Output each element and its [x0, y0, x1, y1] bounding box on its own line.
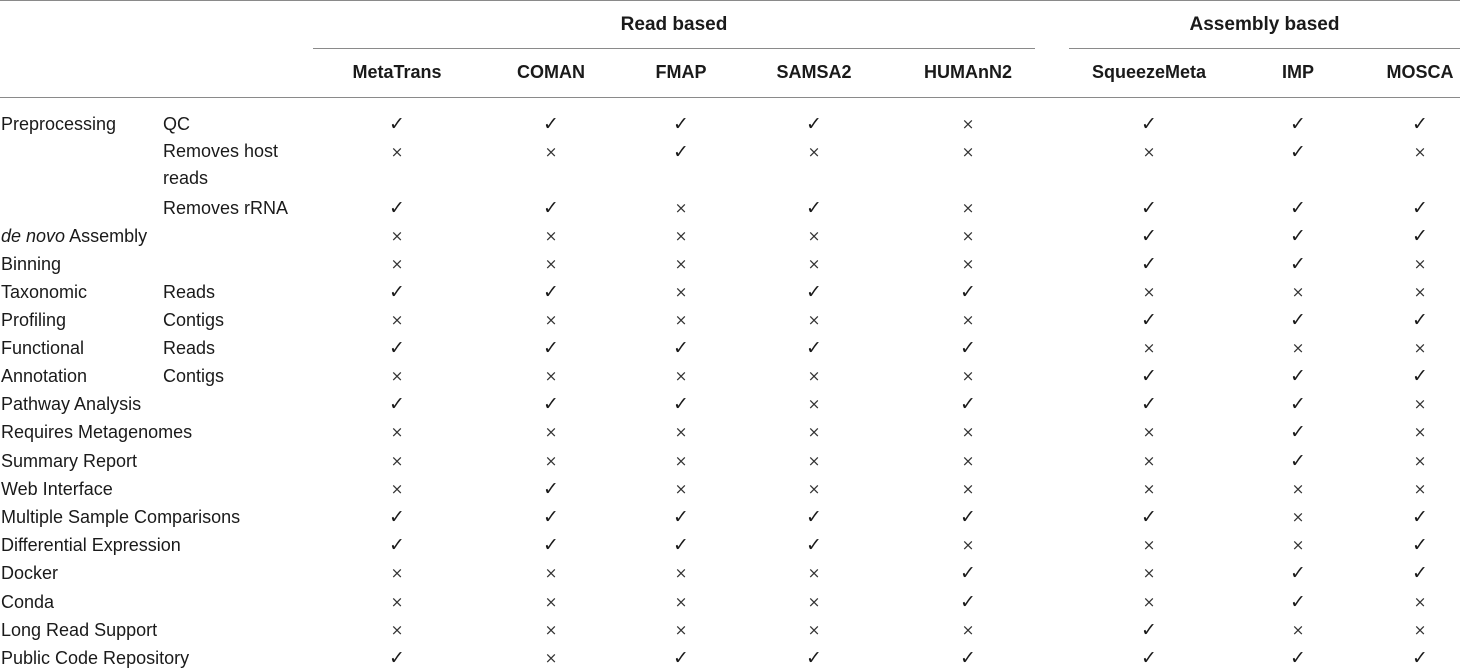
cross-icon: × [1413, 593, 1427, 611]
check-icon: ✓ [673, 506, 689, 528]
check-icon: ✓ [1290, 253, 1306, 275]
check-icon: ✓ [1290, 365, 1306, 387]
check-icon: ✓ [1141, 197, 1157, 219]
table-row [0, 559, 1460, 587]
cross-icon: × [1291, 339, 1305, 357]
check-icon: ✓ [1141, 225, 1157, 247]
row-label: Preprocessing [1, 114, 117, 134]
table-row [0, 362, 1460, 390]
table-row [0, 306, 1460, 334]
row-label: Web Interface [1, 479, 113, 499]
cross-icon: × [1413, 480, 1427, 498]
cross-icon: × [1142, 452, 1156, 470]
row-label: Differential Expression [1, 535, 181, 555]
cross-icon: × [674, 480, 688, 498]
check-icon: ✓ [1412, 534, 1428, 556]
cross-icon: × [807, 423, 821, 441]
cross-icon: × [544, 423, 558, 441]
row-label: Conda [1, 592, 55, 612]
check-icon: ✓ [389, 647, 405, 669]
cross-icon: × [1142, 536, 1156, 554]
cross-icon: × [961, 227, 975, 245]
cross-icon: × [674, 593, 688, 611]
cross-icon: × [1142, 339, 1156, 357]
cross-icon: × [390, 143, 404, 161]
row-label-rest: Assembly [65, 226, 148, 246]
cross-icon: × [390, 255, 404, 273]
check-icon: ✓ [1412, 197, 1428, 219]
check-icon: ✓ [1290, 562, 1306, 584]
cross-icon: × [544, 143, 558, 161]
check-icon: ✓ [389, 281, 405, 303]
table-row [0, 475, 1460, 503]
cross-icon: × [1413, 339, 1427, 357]
row-label: Annotation [1, 366, 88, 386]
cross-icon: × [544, 227, 558, 245]
row-sublabel: Reads [163, 282, 216, 302]
cross-icon: × [390, 480, 404, 498]
cross-icon: × [674, 199, 688, 217]
column-header: IMP [1281, 62, 1314, 82]
cross-icon: × [390, 564, 404, 582]
cross-icon: × [544, 367, 558, 385]
row-sublabel: Reads [163, 338, 216, 358]
cross-icon: × [807, 227, 821, 245]
check-icon: ✓ [806, 534, 822, 556]
check-icon: ✓ [1290, 113, 1306, 135]
check-icon: ✓ [1290, 197, 1306, 219]
cross-icon: × [961, 311, 975, 329]
check-icon: ✓ [960, 562, 976, 584]
cross-icon: × [1413, 621, 1427, 639]
column-header: SAMSA2 [776, 62, 852, 82]
row-label [1, 222, 147, 250]
column-header: COMAN [517, 62, 585, 82]
check-icon: ✓ [1141, 506, 1157, 528]
check-icon: ✓ [1141, 619, 1157, 641]
check-icon: ✓ [389, 113, 405, 135]
check-icon: ✓ [1290, 421, 1306, 443]
check-icon: ✓ [543, 534, 559, 556]
cross-icon: × [544, 593, 558, 611]
cross-icon: × [674, 621, 688, 639]
check-icon: ✓ [806, 506, 822, 528]
check-icon: ✓ [960, 393, 976, 415]
check-icon: ✓ [673, 393, 689, 415]
cross-icon: × [674, 423, 688, 441]
cross-icon: × [1291, 536, 1305, 554]
check-icon: ✓ [1412, 309, 1428, 331]
cross-icon: × [807, 564, 821, 582]
check-icon: ✓ [389, 197, 405, 219]
cross-icon: × [807, 395, 821, 413]
table-row [0, 503, 1460, 531]
top-rule [0, 0, 1460, 1]
cross-icon: × [674, 311, 688, 329]
column-header: SqueezeMeta [1091, 62, 1207, 82]
cross-icon: × [390, 227, 404, 245]
cross-icon: × [1142, 593, 1156, 611]
cross-icon: × [674, 564, 688, 582]
check-icon: ✓ [960, 281, 976, 303]
cross-icon: × [807, 621, 821, 639]
cross-icon: × [1142, 480, 1156, 498]
table-row [0, 616, 1460, 644]
cross-icon: × [1413, 423, 1427, 441]
row-label: Public Code Repository [1, 648, 190, 668]
row-label: Requires Metagenomes [1, 422, 193, 442]
header-rule [0, 97, 1460, 98]
column-header: HUMAnN2 [924, 62, 1012, 82]
cross-icon: × [961, 423, 975, 441]
cross-icon: × [961, 621, 975, 639]
check-icon: ✓ [1412, 647, 1428, 669]
cross-icon: × [674, 227, 688, 245]
cross-icon: × [674, 452, 688, 470]
check-icon: ✓ [673, 141, 689, 163]
cross-icon: × [390, 423, 404, 441]
cross-icon: × [674, 283, 688, 301]
table-row [0, 390, 1460, 418]
check-icon: ✓ [960, 591, 976, 613]
cross-icon: × [390, 593, 404, 611]
row-label: Binning [1, 254, 62, 274]
cross-icon: × [674, 255, 688, 273]
row-label: Multiple Sample Comparisons [1, 507, 241, 527]
cross-icon: × [807, 255, 821, 273]
cross-icon: × [1413, 395, 1427, 413]
cross-icon: × [544, 311, 558, 329]
check-icon: ✓ [389, 393, 405, 415]
table-row [0, 334, 1460, 362]
cross-icon: × [1291, 283, 1305, 301]
check-icon: ✓ [673, 647, 689, 669]
row-sublabel: Contigs [163, 366, 225, 386]
cross-icon: × [961, 480, 975, 498]
row-sublabel: QC [163, 114, 190, 134]
check-icon: ✓ [1141, 647, 1157, 669]
cross-icon: × [1413, 255, 1427, 273]
check-icon: ✓ [389, 534, 405, 556]
cross-icon: × [807, 452, 821, 470]
row-label: Docker [1, 563, 59, 583]
check-icon: ✓ [1141, 365, 1157, 387]
row-label: Taxonomic [1, 282, 88, 302]
check-icon: ✓ [1290, 141, 1306, 163]
table-row [0, 138, 1460, 188]
cross-icon: × [390, 452, 404, 470]
column-header: MetaTrans [352, 62, 442, 82]
cross-icon: × [544, 452, 558, 470]
group-rule-read-based [313, 48, 1035, 49]
check-icon: ✓ [806, 197, 822, 219]
cross-icon: × [544, 564, 558, 582]
cross-icon: × [807, 480, 821, 498]
check-icon: ✓ [543, 506, 559, 528]
row-sublabel: Contigs [163, 310, 225, 330]
check-icon: ✓ [806, 647, 822, 669]
check-icon: ✓ [1141, 113, 1157, 135]
check-icon: ✓ [1290, 393, 1306, 415]
check-icon: ✓ [673, 337, 689, 359]
check-icon: ✓ [1290, 647, 1306, 669]
check-icon: ✓ [673, 113, 689, 135]
table-row [0, 278, 1460, 306]
cross-icon: × [961, 255, 975, 273]
cross-icon: × [544, 649, 558, 667]
table-row [0, 644, 1460, 672]
cross-icon: × [961, 367, 975, 385]
group-label-read-based: Read based [620, 14, 728, 35]
cross-icon: × [1142, 423, 1156, 441]
row-label: Profiling [1, 310, 67, 330]
column-header: MOSCA [1386, 62, 1454, 82]
check-icon: ✓ [389, 506, 405, 528]
row-label: Long Read Support [1, 620, 158, 640]
cross-icon: × [961, 115, 975, 133]
cross-icon: × [1413, 143, 1427, 161]
check-icon: ✓ [1141, 393, 1157, 415]
table-row [0, 110, 1460, 138]
check-icon: ✓ [543, 337, 559, 359]
cross-icon: × [961, 143, 975, 161]
table-row [0, 588, 1460, 616]
check-icon: ✓ [1290, 450, 1306, 472]
cross-icon: × [390, 367, 404, 385]
check-icon: ✓ [543, 197, 559, 219]
check-icon: ✓ [1412, 562, 1428, 584]
group-label-assembly-based: Assembly based [1189, 14, 1340, 35]
check-icon: ✓ [1290, 225, 1306, 247]
cross-icon: × [1291, 621, 1305, 639]
check-icon: ✓ [543, 393, 559, 415]
cross-icon: × [1142, 283, 1156, 301]
check-icon: ✓ [543, 113, 559, 135]
check-icon: ✓ [806, 337, 822, 359]
cross-icon: × [807, 311, 821, 329]
check-icon: ✓ [543, 478, 559, 500]
check-icon: ✓ [1412, 365, 1428, 387]
row-sublabel: Removes host reads [163, 141, 279, 188]
table-row [0, 447, 1460, 475]
row-label: Summary Report [1, 451, 138, 471]
check-icon: ✓ [1290, 591, 1306, 613]
check-icon: ✓ [960, 337, 976, 359]
check-icon: ✓ [1290, 309, 1306, 331]
cross-icon: × [807, 143, 821, 161]
row-label-italic: de novo [1, 226, 66, 246]
row-label: Functional [1, 338, 85, 358]
cross-icon: × [961, 199, 975, 217]
table-row [0, 531, 1460, 559]
cross-icon: × [390, 621, 404, 639]
check-icon: ✓ [1141, 253, 1157, 275]
cross-icon: × [1413, 452, 1427, 470]
cross-icon: × [807, 367, 821, 385]
check-icon: ✓ [1412, 506, 1428, 528]
table-row [0, 418, 1460, 446]
table-row [0, 250, 1460, 278]
table-row [0, 194, 1460, 222]
row-label: Pathway Analysis [1, 394, 142, 414]
check-icon: ✓ [543, 281, 559, 303]
check-icon: ✓ [673, 534, 689, 556]
cross-icon: × [544, 255, 558, 273]
cross-icon: × [807, 593, 821, 611]
cross-icon: × [674, 367, 688, 385]
cross-icon: × [1413, 283, 1427, 301]
check-icon: ✓ [806, 113, 822, 135]
cross-icon: × [1142, 564, 1156, 582]
row-sublabel: Removes rRNA [163, 198, 289, 218]
cross-icon: × [961, 536, 975, 554]
check-icon: ✓ [1412, 113, 1428, 135]
cross-icon: × [1291, 508, 1305, 526]
cross-icon: × [1291, 480, 1305, 498]
column-header: FMAP [655, 62, 707, 82]
check-icon: ✓ [1412, 225, 1428, 247]
table-row [0, 222, 1460, 250]
check-icon: ✓ [389, 337, 405, 359]
check-icon: ✓ [1141, 309, 1157, 331]
check-icon: ✓ [960, 647, 976, 669]
check-icon: ✓ [960, 506, 976, 528]
cross-icon: × [544, 621, 558, 639]
cross-icon: × [961, 452, 975, 470]
group-rule-assembly-based [1069, 48, 1460, 49]
cross-icon: × [1142, 143, 1156, 161]
cross-icon: × [390, 311, 404, 329]
check-icon: ✓ [806, 281, 822, 303]
